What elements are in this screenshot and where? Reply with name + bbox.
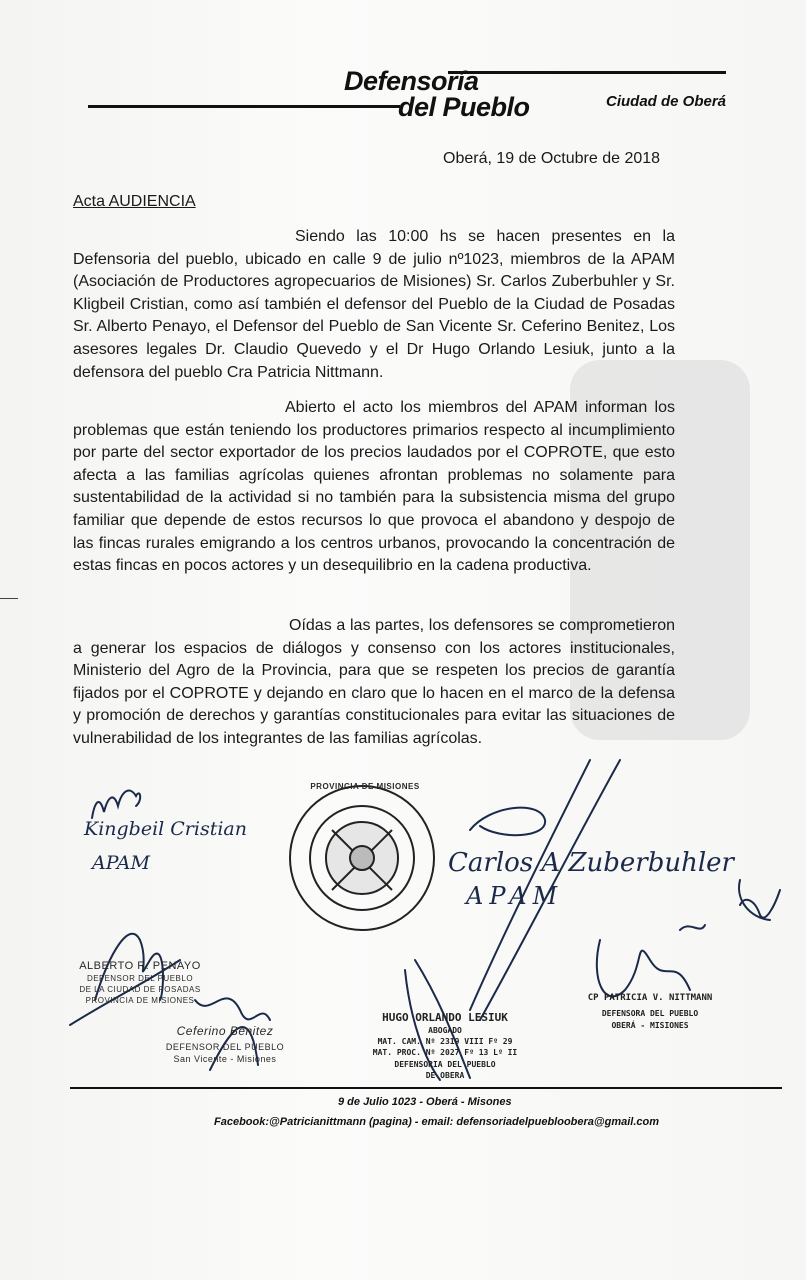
nittmann-stamp-line-1: CP PATRICIA V. NITTMANN (587, 993, 713, 1003)
lesiuk-stamp-line-3: MAT. CAM. Nº 2319 VIII Fº 29 (377, 1037, 513, 1046)
lesiuk-stamp-line-2: ABOGADO (428, 1026, 462, 1035)
lesiuk-stamp-line-1: HUGO ORLANDO LESIUK (382, 1011, 508, 1024)
benitez-stamp-line-1: Ceferino Benitez (176, 1024, 274, 1038)
document-date: Oberá, 19 de Octubre de 2018 (443, 150, 661, 167)
benitez-stamp-line-2: DEFENSOR DEL PUEBLO (165, 1042, 285, 1052)
penayo-stamp-line-1: ALBERTO R. PENAYO (79, 960, 201, 972)
header-city: Ciudad de Oberá (606, 93, 727, 110)
footer-contact: Facebook:@Patricianittmann (pagina) - email: defensoriadelpuebloobera@gmail.com (214, 1116, 660, 1128)
zuberbuhler-signature-org: APAM (466, 882, 564, 910)
seal-ring-text: PROVINCIA DE MISIONES (310, 782, 420, 791)
official-seal-graphic (290, 786, 434, 930)
penayo-stamp-line-3: DE LA CIUDAD DE POSADAS (79, 985, 201, 994)
kingbeil-signature-name: Kingbeil Cristian (84, 818, 247, 840)
footer-address: 9 de Julio 1023 - Oberá - Misones (338, 1096, 512, 1108)
document-title: Acta AUDIENCIA (73, 193, 196, 210)
lesiuk-stamp-line-4: MAT. PROC. Nº 2027 Fº 13 Lº II (372, 1048, 518, 1057)
lesiuk-stamp-line-6: DE OBERA (425, 1071, 465, 1080)
benitez-stamp-line-3: San Vicente - Misiones (173, 1054, 277, 1064)
penayo-stamp-line-2: DEFENSOR DEL PUEBLO (86, 974, 194, 983)
lesiuk-stamp-line-5: DEFENSORIA DEL PUEBLO (394, 1060, 496, 1069)
nittmann-stamp-line-2: DEFENSORA DEL PUEBLO (601, 1009, 699, 1018)
paragraph-3-text: Oídas a las partes, los defensores se comprometieron a generar los espacios de diálogos y consenso con los actores institucionales, Ministerio del Agro de la Provincia, para que se respeten los precios de garantía fijados por el COPROTE y dejando en claro que lo hacen en el marco de la defensa y promoción de derechos y garantías constitucionales para evitar las situaciones de vulnerabilidad de los integrantes de las familias agrícolas. (73, 617, 675, 747)
logo-line-1: Defensoría (344, 66, 479, 96)
paragraph-2-text: Abierto el acto los miembros del APAM informan los problemas que están teniendo los productores primarios respecto al incumplimiento por parte del sector exportador de los precios laudados por el COPROTE, que esto afecta a las familias agrícolas quienes afrontan problemas no solamente para sustentabilidad de la actividad si no también para la subsistencia misma del grupo familiar que depende de estos recursos lo que provoca el abandono y despojo de las fincas rurales emigrando a los centros urbanos, provocando la concentración de estas fincas en pocos actores y un desequilibrio en la cadena productiva. (73, 399, 675, 575)
zuberbuhler-signature-name: Carlos A Zuberbuhler (448, 848, 734, 878)
footer-rule (70, 1087, 782, 1089)
kingbeil-signature-org: APAM (92, 852, 150, 874)
paragraph-1-text: Siendo las 10:00 hs se hacen presentes en la Defensoria del pueblo, ubicado en calle 9 de julio nº1023, miembros de la APAM (Asociación de Productores agropecuarios de Misiones) Sr. Carlos Zuberbuhler y Sr. Kligbeil Cristian, como así también el defensor del Pueblo de la Ciudad de Posadas Sr. Alberto Penayo, el Defensor del Pueblo de San Vicente Sr. Ceferino Benitez, Los asesores legales Dr. Claudio Quevedo y el Dr Hugo Orlando Lesiuk, junto a la defensora del pueblo Cra Patricia Nittmann. (73, 228, 675, 381)
penayo-stamp-line-4: PROVINCIA DE MISIONES (85, 996, 195, 1005)
logo-line-2: del Pueblo (398, 92, 530, 122)
nittmann-stamp-line-3: OBERÁ - MISIONES (611, 1021, 689, 1030)
